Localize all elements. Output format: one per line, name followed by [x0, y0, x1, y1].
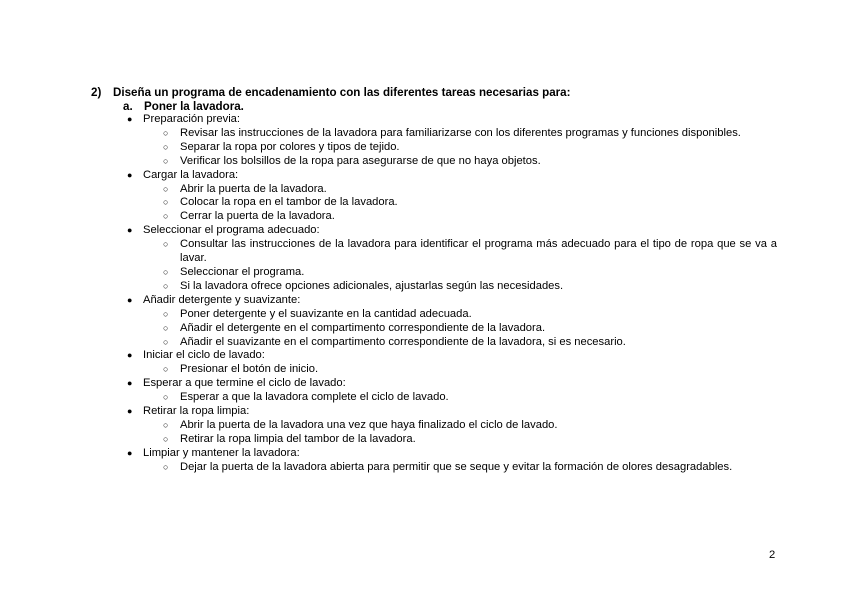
circle-bullet-icon: ○: [163, 392, 169, 403]
circle-bullet-icon: ○: [163, 141, 169, 152]
question-heading: [91, 86, 571, 99]
task-letter: a.: [123, 100, 133, 113]
circle-bullet-icon: ○: [163, 266, 169, 277]
substep-item: [0, 433, 848, 447]
step-item: [0, 377, 643, 391]
substep-text: Consultar las instrucciones de la lavadora para identificar el programa más adecuado para el tipo de ropa que se va a lavar.: [180, 238, 777, 265]
substep-item: [0, 308, 848, 322]
substep-item: [0, 322, 848, 336]
step-item: [0, 113, 643, 127]
circle-bullet-icon: ○: [163, 280, 169, 291]
substep-item: [0, 141, 848, 155]
substep-text: Esperar a que la lavadora complete el ciclo de lavado.: [180, 391, 449, 404]
substep-text: Presionar el botón de inicio.: [180, 363, 319, 376]
step-item: [0, 405, 643, 419]
substep-text: Si la lavadora ofrece opciones adicionales, ajustarlas según las necesidades.: [180, 279, 564, 292]
substep-item: [0, 155, 848, 169]
substep-text: Seleccionar el programa.: [180, 265, 305, 278]
circle-bullet-icon: ○: [163, 336, 169, 347]
substep-item: [0, 419, 848, 433]
step-title: Iniciar el ciclo de lavado:: [143, 349, 265, 362]
substep-text: Dejar la puerta de la lavadora abierta para permitir que se seque y evitar la formación de olores desagradables.: [180, 460, 733, 473]
page-number: 2: [769, 549, 776, 561]
task-title: Poner la lavadora.: [144, 100, 244, 113]
substep-text: Cerrar la puerta de la lavadora.: [180, 210, 335, 223]
question-number: 2): [91, 86, 102, 99]
bullet-icon: ●: [127, 169, 133, 180]
step-item: [0, 169, 643, 183]
substep-text: Añadir el detergente en el compartimento correspondiente de la lavadora.: [180, 321, 546, 334]
step-title: Esperar a que termine el ciclo de lavado:: [143, 377, 346, 390]
circle-bullet-icon: ○: [163, 461, 169, 472]
circle-bullet-icon: ○: [163, 308, 169, 319]
circle-bullet-icon: ○: [163, 211, 169, 222]
substep-text: Retirar la ropa limpia del tambor de la lavadora.: [180, 432, 416, 445]
substep-item: [0, 266, 848, 280]
bullet-icon: ●: [127, 447, 133, 458]
substep-text: Revisar las instrucciones de la lavadora para familiarizarse con los diferentes programas y funciones disponibles.: [180, 126, 741, 139]
circle-bullet-icon: ○: [163, 433, 169, 444]
step-title: Seleccionar el programa adecuado:: [143, 224, 320, 237]
bullet-icon: ●: [127, 406, 133, 417]
substep-text: Separar la ropa por colores y tipos de tejido.: [180, 140, 400, 153]
circle-bullet-icon: ○: [163, 419, 169, 430]
circle-bullet-icon: ○: [163, 197, 169, 208]
substep-item: [0, 461, 848, 475]
circle-bullet-icon: ○: [163, 155, 169, 166]
step-item: [0, 349, 643, 363]
bullet-icon: ●: [127, 294, 133, 305]
substep-item: [0, 391, 848, 405]
substep-text: Añadir el suavizante en el compartimento correspondiente de la lavadora, si es necesario.: [180, 335, 626, 348]
substep-item: [0, 127, 848, 141]
substep-item: [0, 210, 848, 224]
question-text: Diseña un programa de encadenamiento con las diferentes tareas necesarias para:: [113, 86, 571, 99]
substep-item: [0, 183, 848, 197]
bullet-icon: ●: [127, 350, 133, 361]
task-subheading: [123, 100, 244, 113]
step-item: [0, 447, 643, 461]
bullet-icon: ●: [127, 114, 133, 124]
substep-item: [0, 363, 848, 377]
substep-text: Colocar la ropa en el tambor de la lavadora.: [180, 196, 398, 209]
substep-item: [0, 336, 848, 350]
substep-text: Poner detergente y el suavizante en la cantidad adecuada.: [180, 307, 472, 320]
substep-text: Abrir la puerta de la lavadora una vez que haya finalizado el ciclo de lavado.: [180, 418, 558, 431]
steps-list: [0, 113, 848, 475]
bullet-icon: ●: [127, 378, 133, 389]
step-title: Preparación previa:: [143, 113, 241, 125]
substep-text: Verificar los bolsillos de la ropa para asegurarse de que no haya objetos.: [180, 154, 541, 167]
substep-item: [0, 280, 848, 294]
substep-item: [0, 238, 848, 266]
step-title: Limpiar y mantener la lavadora:: [143, 446, 300, 459]
circle-bullet-icon: ○: [163, 183, 169, 194]
step-title: Añadir detergente y suavizante:: [143, 293, 301, 306]
bullet-icon: ●: [127, 225, 133, 236]
step-item: [0, 294, 643, 308]
circle-bullet-icon: ○: [163, 127, 169, 138]
substep-text: Abrir la puerta de la lavadora.: [180, 182, 327, 195]
circle-bullet-icon: ○: [163, 322, 169, 333]
substep-item: [0, 196, 848, 210]
circle-bullet-icon: ○: [163, 364, 169, 375]
step-title: Cargar la lavadora:: [143, 168, 239, 181]
step-title: Retirar la ropa limpia:: [143, 405, 250, 418]
step-item: [0, 224, 643, 238]
circle-bullet-icon: ○: [163, 239, 169, 250]
